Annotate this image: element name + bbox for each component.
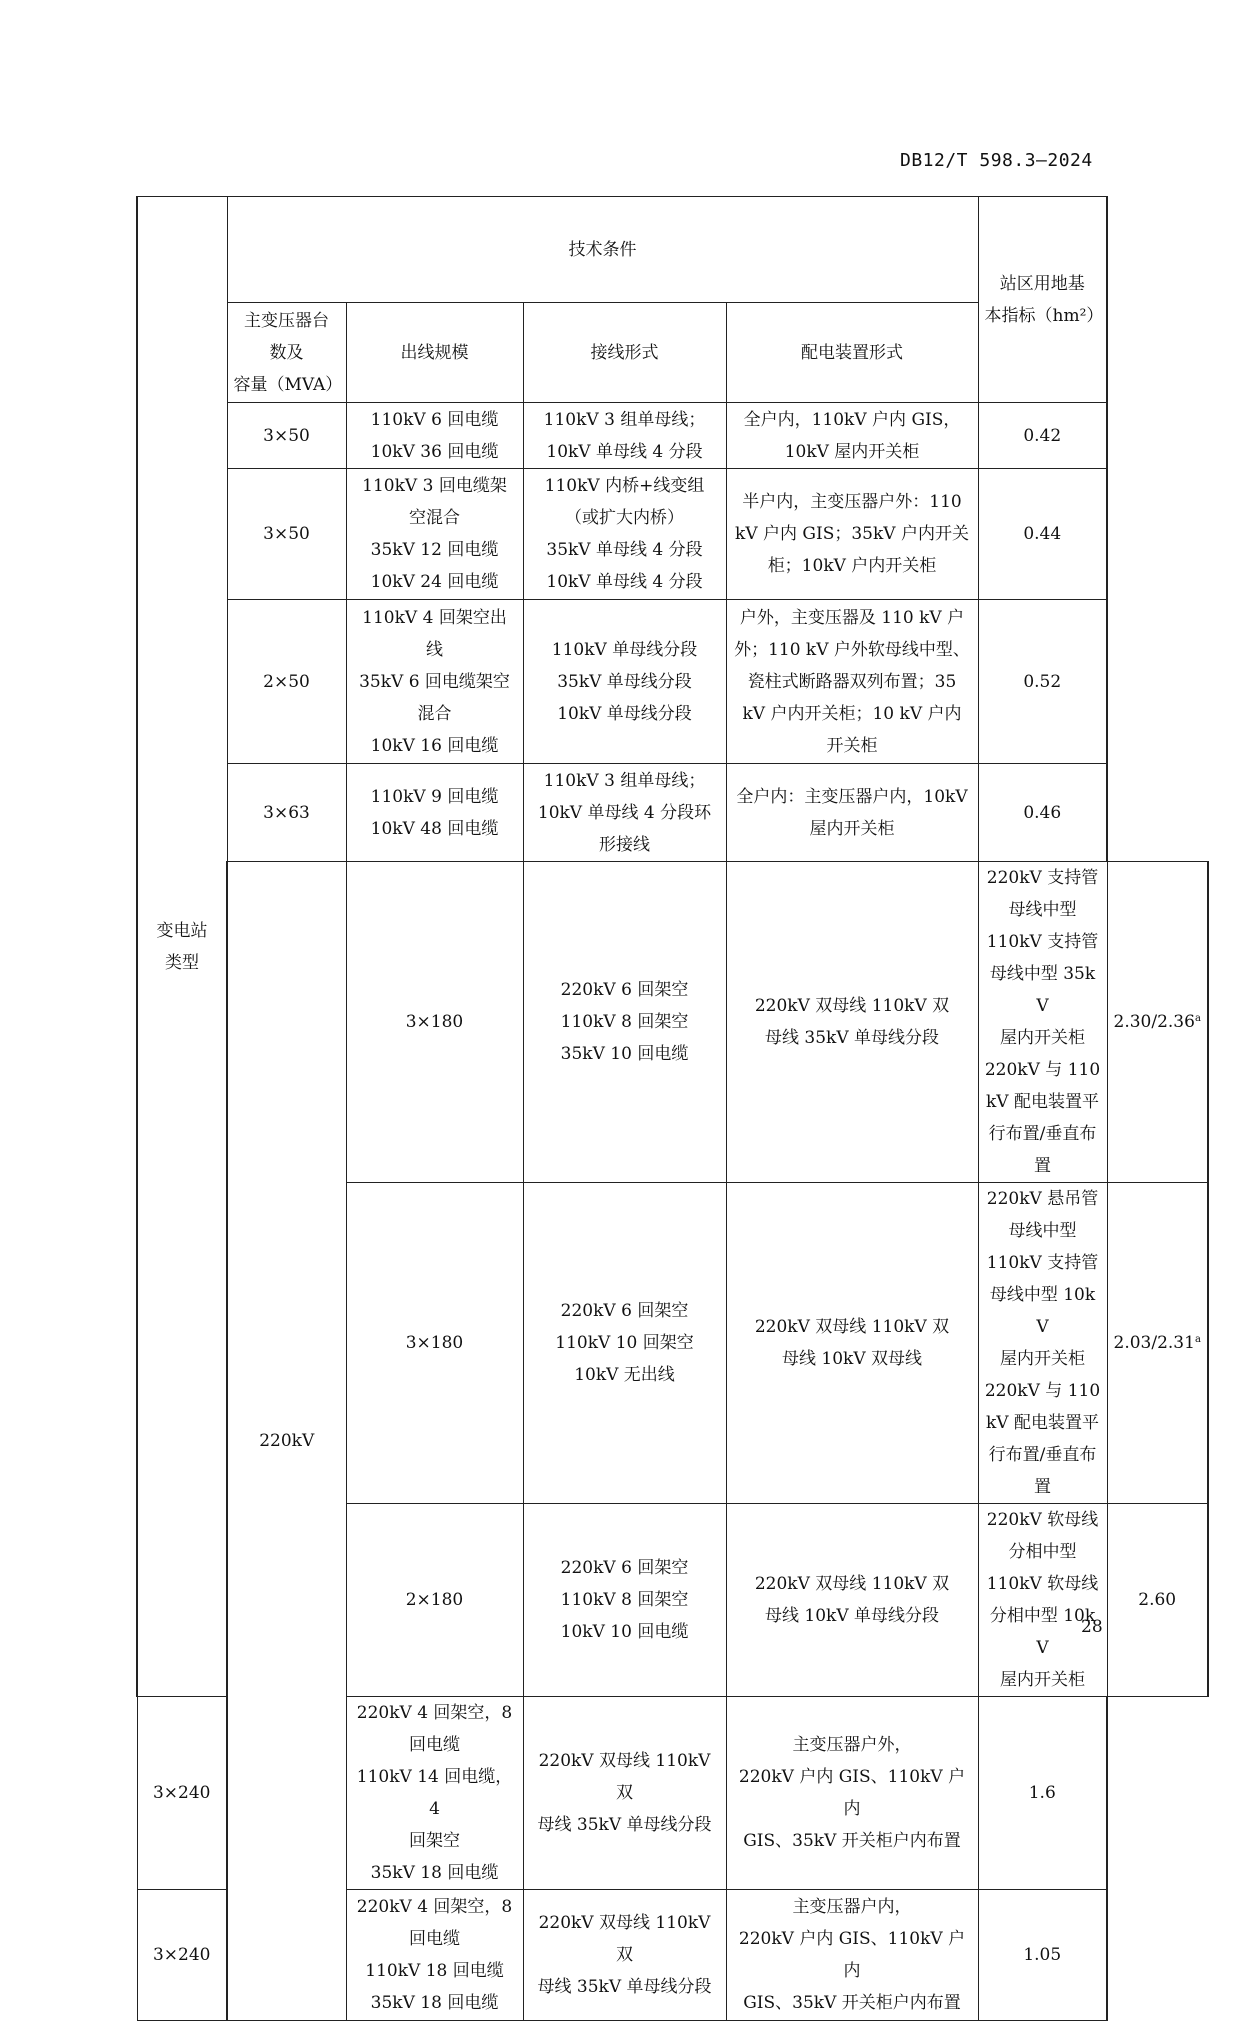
land-index-cell bbox=[978, 1890, 1107, 2021]
station-type-220kv: 220kV bbox=[227, 862, 346, 2021]
station-type-header: 变电站 类型 bbox=[137, 197, 227, 1697]
outlet-scale-header: 出线规模 bbox=[346, 303, 523, 403]
wiring-cell: 220kV 双母线 110kV 双 母线 10kV 单母线分段 bbox=[726, 1504, 978, 1697]
outlet-cell: 220kV 6 回架空 110kV 10 回架空 10kV 无出线 bbox=[523, 1183, 726, 1504]
transformer-cell: 3×240 bbox=[137, 1697, 227, 1890]
header-row-top bbox=[137, 197, 1208, 303]
land-index-value: 2.60 bbox=[1138, 1590, 1177, 1610]
outlet-cell: 110kV 9 回电缆 10kV 48 回电缆 bbox=[346, 764, 523, 862]
land-index-value: 0.46 bbox=[1023, 802, 1062, 823]
wiring-cell: 220kV 双母线 110kV 双 母线 35kV 单母线分段 bbox=[523, 1890, 726, 2021]
outlet-cell: 220kV 6 回架空 110kV 8 回架空 35kV 10 回电缆 bbox=[523, 862, 726, 1183]
land-index-cell bbox=[978, 403, 1107, 469]
land-index-footnote-mark: a bbox=[1194, 1013, 1201, 1024]
transformer-cell: 3×180 bbox=[346, 1183, 523, 1504]
wiring-cell: 110kV 3 组单母线； 10kV 单母线 4 分段环 形接线 bbox=[523, 764, 726, 862]
land-index-value: 0.42 bbox=[1023, 425, 1062, 446]
land-index-cell bbox=[978, 469, 1107, 600]
wiring-cell: 110kV 单母线分段 35kV 单母线分段 10kV 单母线分段 bbox=[523, 600, 726, 764]
land-index-cell bbox=[1107, 1183, 1208, 1504]
distribution-cell: 主变压器户外， 220kV 户内 GIS、110kV 户内 GIS、35kV 开关柜户内布置 bbox=[726, 1697, 978, 1890]
distribution-cell: 主变压器户内， 220kV 户内 GIS、110kV 户内 GIS、35kV 开关柜户内布置 bbox=[726, 1890, 978, 2021]
table-row bbox=[137, 469, 1208, 600]
land-index-cell bbox=[1107, 1504, 1208, 1697]
distribution-cell: 全户内：主变压器户内，10kV 屋内开关柜 bbox=[726, 764, 978, 862]
transformer-cell: 2×180 bbox=[346, 1504, 523, 1697]
wiring-cell: 220kV 双母线 110kV 双 母线 35kV 单母线分段 bbox=[726, 862, 978, 1183]
wiring-cell: 110kV 3 组单母线； 10kV 单母线 4 分段 bbox=[523, 403, 726, 469]
land-index-value: 0.52 bbox=[1023, 671, 1062, 692]
wiring-cell: 220kV 双母线 110kV 双 母线 35kV 单母线分段 bbox=[523, 1697, 726, 1890]
outlet-cell: 220kV 4 回架空，8 回电缆 110kV 18 回电缆 35kV 18 回电缆 bbox=[346, 1890, 523, 2021]
land-index-value: 1.05 bbox=[1023, 1945, 1062, 1965]
distribution-cell: 220kV 支持管母线中型 110kV 支持管母线中型 35kV 屋内开关柜 220kV 与 110kV 配电装置平 行布置/垂直布置 bbox=[978, 862, 1107, 1183]
land-index-cell bbox=[1107, 862, 1208, 1183]
substation-land-index-table bbox=[136, 196, 1209, 2021]
land-index-value: 0.44 bbox=[1023, 524, 1062, 544]
distribution-cell: 220kV 软母线分相中型 110kV 软母线分相中型 10kV 屋内开关柜 bbox=[978, 1504, 1107, 1697]
transformer-cell: 3×50 bbox=[227, 403, 346, 469]
wiring-cell: 110kV 内桥+线变组 （或扩大内桥） 35kV 单母线 4 分段 10kV 单母线 4 分段 bbox=[523, 469, 726, 600]
outlet-cell: 110kV 4 回架空出 线 35kV 6 回电缆架空 混合 10kV 16 回电缆 bbox=[346, 600, 523, 764]
tech-conditions-header: 技术条件 bbox=[227, 197, 978, 303]
land-index-header: 站区用地基 本指标（hm²） bbox=[978, 197, 1107, 403]
wiring-cell: 220kV 双母线 110kV 双 母线 10kV 双母线 bbox=[726, 1183, 978, 1504]
wiring-form-header: 接线形式 bbox=[523, 303, 726, 403]
distribution-cell: 220kV 悬吊管母线中型 110kV 支持管母线中型 10kV 屋内开关柜 220kV 与 110kV 配电装置平 行布置/垂直布置 bbox=[978, 1183, 1107, 1504]
table-row bbox=[137, 862, 1208, 1183]
land-index-cell bbox=[978, 1697, 1107, 1890]
distribution-form-header: 配电装置形式 bbox=[726, 303, 978, 403]
distribution-cell: 全户内，110kV 户内 GIS， 10kV 屋内开关柜 bbox=[726, 403, 978, 469]
land-index-value: 2.03/2.31 bbox=[1113, 1333, 1195, 1353]
land-index-footnote-mark: a bbox=[1194, 1334, 1201, 1345]
transformer-cell: 3×240 bbox=[137, 1890, 227, 2021]
table-row bbox=[137, 600, 1208, 764]
distribution-cell: 半户内，主变压器户外：110 kV 户内 GIS；35kV 户内开关 柜；10kV 户内开关柜 bbox=[726, 469, 978, 600]
transformer-cell: 3×63 bbox=[227, 764, 346, 862]
outlet-cell: 110kV 6 回电缆 10kV 36 回电缆 bbox=[346, 403, 523, 469]
table-row bbox=[137, 764, 1208, 862]
page-number: 28 bbox=[1081, 1617, 1103, 1637]
distribution-cell: 户外，主变压器及 110 kV 户 外；110 kV 户外软母线中型、 瓷柱式断路器双列布置；35 kV 户内开关柜；10 kV 户内 开关柜 bbox=[726, 600, 978, 764]
transformer-cell: 2×50 bbox=[227, 600, 346, 764]
outlet-cell: 220kV 4 回架空，8 回电缆 110kV 14 回电缆，4 回架空 35kV 18 回电缆 bbox=[346, 1697, 523, 1890]
transformer-cell: 3×50 bbox=[227, 469, 346, 600]
outlet-cell: 110kV 3 回电缆架 空混合 35kV 12 回电缆 10kV 24 回电缆 bbox=[346, 469, 523, 600]
document-code: DB12/T 598.3—2024 bbox=[900, 150, 1093, 171]
transformer-header: 主变压器台 数及 容量（MVA） bbox=[227, 303, 346, 403]
outlet-cell: 220kV 6 回架空 110kV 8 回架空 10kV 10 回电缆 bbox=[523, 1504, 726, 1697]
land-index-cell bbox=[978, 600, 1107, 764]
land-index-cell bbox=[978, 764, 1107, 862]
table-row bbox=[137, 403, 1208, 469]
land-index-value: 1.6 bbox=[1028, 1783, 1056, 1803]
land-index-value: 2.30/2.36 bbox=[1113, 1012, 1195, 1032]
transformer-cell: 3×180 bbox=[346, 862, 523, 1183]
